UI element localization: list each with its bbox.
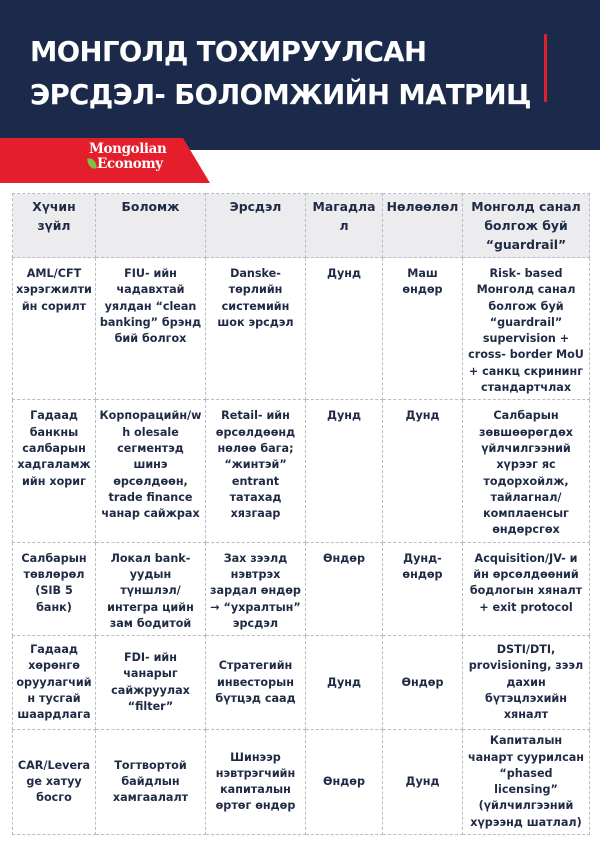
brand-logo-line-2: Economy <box>97 156 163 172</box>
cell-risk: Retail- ийн өрсөлдөөнд нөлөө бага; “жинтэй” entrant татахад хязгаар <box>206 400 306 542</box>
cell-opportunity: Локал bank- уудын түншлэл/ интегра цийн зам бодитой <box>96 542 206 635</box>
cell-opportunity: FDI- ийн чанарыг сайжруулах “filter” <box>96 636 206 730</box>
leaf-icon <box>87 157 97 169</box>
page-title <box>30 31 530 117</box>
table-row <box>13 542 590 635</box>
column-header-guardrail: Монголд санал болгож буй “guardrail” <box>463 194 590 258</box>
page-title-line-1: МОНГОЛД ТОХИРУУЛСАН <box>30 36 427 68</box>
cell-impact: Дунд- өндөр <box>383 542 463 635</box>
cell-impact: Дунд <box>383 400 463 542</box>
column-header-opportunity: Боломж <box>96 194 206 258</box>
cell-risk: Danske- төрлийн системийн шок эрсдэл <box>206 258 306 400</box>
brand-logo-line-1: Mongolian <box>89 141 167 157</box>
cell-opportunity: Тогтвортой байдлын хамгаалалт <box>96 730 206 835</box>
cell-opportunity: FIU- ийн чадавхтай уялдан “clean banking” брэнд бий болгох <box>96 258 206 400</box>
table-row <box>13 400 590 542</box>
cell-risk: Стратегийн инвесторын бүтцэд саад <box>206 636 306 730</box>
cell-impact: Маш өндөр <box>383 258 463 400</box>
cell-risk: Зах зээлд нэвтрэх зардал өндөр → “ухралтын” эрсдэл <box>206 542 306 635</box>
cell-impact: Өндөр <box>383 636 463 730</box>
table-row <box>13 730 590 835</box>
table-row <box>13 258 590 400</box>
cell-factor: CAR/Leverage хатуу босго <box>13 730 96 835</box>
cell-factor: AML/CFT хэрэгжилтийн сорилт <box>13 258 96 400</box>
page-title-line-2: ЭРСДЭЛ- БОЛОМЖИЙН МАТРИЦ <box>30 79 531 111</box>
cell-probability: Өндөр <box>306 542 383 635</box>
column-header-factor: Хүчин зүйл <box>13 194 96 258</box>
cell-probability: Дунд <box>306 258 383 400</box>
brand-logo <box>88 142 178 172</box>
column-header-probability: Магадлал <box>306 194 383 258</box>
cell-guardrail: Acquisition/JV- и йн өрсөлдөөний бодлогын хяналт + exit protocol <box>463 542 590 635</box>
column-header-risk: Эрсдэл <box>206 194 306 258</box>
cell-guardrail: Risk- based Монголд санал болгож буй “guardrail” supervision + cross- border MoU + санкц скрининг стандартчлах <box>463 258 590 400</box>
cell-guardrail: Капиталын чанарт суурилсан “phased licensing” (үйлчилгээний хүрээнд шатлал) <box>463 730 590 835</box>
cell-factor: Гадаад банкны салбарын хадгаламжийн хориг <box>13 400 96 542</box>
cell-probability: Өндөр <box>306 730 383 835</box>
risk-opportunity-matrix <box>12 193 589 835</box>
column-header-impact: Нөлөөлөл <box>383 194 463 258</box>
cell-impact: Дунд <box>383 730 463 835</box>
header-banner <box>0 0 600 150</box>
cell-guardrail: Салбарын зөвшөөрөгдөх үйлчилгээний хүрээг яс тодорхойлж, тайлагнал/комплаенсыг өндөрсгөх <box>463 400 590 542</box>
matrix-table <box>12 193 590 835</box>
accent-divider <box>544 34 547 102</box>
cell-factor: Гадаад хөрөнгө оруулагчийн тусгай шаардлага <box>13 636 96 730</box>
table-row <box>13 636 590 730</box>
cell-guardrail: DSTI/DTI, provisioning, зээл дахин бүтэцлэхийн хяналт <box>463 636 590 730</box>
cell-opportunity: Корпорацийн/wh olesale сегментэд шинэ өрсөлдөөн, trade finance чанар сайжрах <box>96 400 206 542</box>
cell-factor: Салбарын төвлөрөл (SIB 5 банк) <box>13 542 96 635</box>
cell-probability: Дунд <box>306 400 383 542</box>
cell-probability: Дунд <box>306 636 383 730</box>
cell-risk: Шинээр нэвтрэгчийн капиталын өртөг өндөр <box>206 730 306 835</box>
table-header-row <box>13 194 590 258</box>
